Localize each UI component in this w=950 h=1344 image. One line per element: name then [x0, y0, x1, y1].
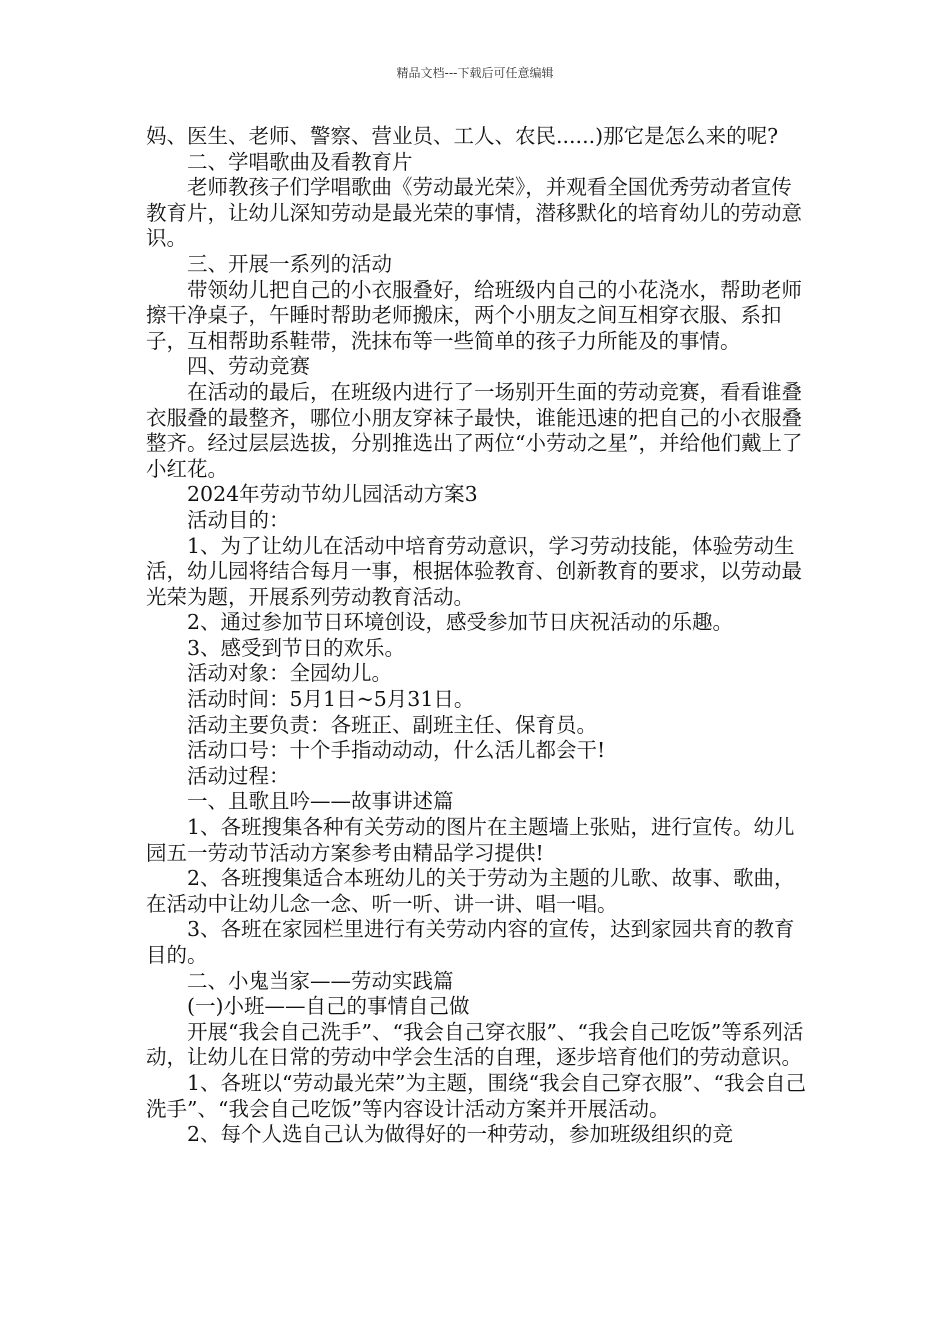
section-heading: 一、且歌且吟——故事讲述篇: [187, 789, 454, 814]
paragraph: 1、各班以“劳动最光荣”为主题，围绕“我会自己穿衣服”、“我会自己洗手”、“我会自己吃饭”等内容设计活动方案并开展活动。: [146, 1070, 806, 1121]
section-heading: 二、学唱歌曲及看教育片: [187, 149, 413, 174]
paragraph: 2、每个人选自己认为做得好的一种劳动，参加班级组织的竞: [187, 1122, 734, 1147]
section-heading: 四、劳动竞赛: [187, 354, 310, 379]
paragraph: 活动口号：十个手指动动动，什么活儿都会干!: [187, 738, 606, 763]
paragraph: 老师教孩子们学唱歌曲《劳动最光荣》，并观看全国优秀劳动者宣传教育片，让幼儿深知劳动是最光荣的事情，潜移默化的培育幼儿的劳动意识。: [146, 175, 802, 251]
section-heading: 三、开展一系列的活动: [187, 251, 392, 276]
paragraph: 在活动的最后，在班级内进行了一场别开生面的劳动竞赛，看看谁叠衣服叠的最整齐，哪位小朋友穿袜子最快，谁能迅速的把自己的小衣服叠整齐。经过层层选拔，分别推选出了两位“小劳动之星”，并给他们戴上了小红花。: [146, 379, 803, 481]
paragraph: 3、各班在家园栏里进行有关劳动内容的宣传，达到家园共育的教育目的。: [146, 917, 795, 967]
section-heading: 二、小鬼当家——劳动实践篇: [187, 968, 454, 993]
paragraph: 活动过程：: [187, 763, 290, 788]
paragraph: 开展“我会自己洗手”、“我会自己穿衣服”、“我会自己吃饭”等系列活动，让幼儿在日常的劳动中学会生活的自理，逐步培育他们的劳动意识。: [146, 1019, 804, 1070]
document-body: [146, 124, 811, 1148]
page-header: 精品文档---下载后可任意编辑: [396, 66, 554, 80]
paragraph: 活动主要负责：各班正、副班主任、保育员。: [187, 712, 597, 737]
paragraph: 活动时间：5月1日~5月31日。: [187, 687, 475, 712]
paragraph: 3、感受到节日的欢乐。: [187, 635, 406, 660]
paragraph: 2、各班搜集适合本班幼儿的关于劳动为主题的儿歌、故事、歌曲，在活动中让幼儿念一念、听一听、讲一讲、唱一唱。: [146, 866, 795, 916]
paragraph: 1、各班搜集各种有关劳动的图片在主题墙上张贴，进行宣传。幼儿园五一劳动节活动方案参考由精品学习提供!: [146, 815, 795, 865]
document-subtitle: 2024年劳动节幼儿园活动方案3: [187, 482, 478, 507]
paragraph: 活动对象：全园幼儿。: [187, 661, 392, 686]
section-heading: (一)小班——自己的事情自己做: [187, 994, 470, 1019]
paragraph: 活动目的：: [187, 507, 290, 532]
paragraph: 带领幼儿把自己的小衣服叠好，给班级内自己的小花浇水，帮助老师擦干净桌子，午睡时帮助老师搬床，两个小朋友之间互相穿衣服、系扣子，互相帮助系鞋带，洗抹布等一些简单的孩子力所能及的事情。: [146, 277, 802, 353]
paragraph: 1、为了让幼儿在活动中培育劳动意识，学习劳动技能，体验劳动生活，幼儿园将结合每月一事，根据体验教育、创新教育的要求，以劳动最光荣为题，开展系列劳动教育活动。: [146, 533, 802, 609]
paragraph: 2、通过参加节日环境创设，感受参加节日庆祝活动的乐趣。: [187, 610, 734, 635]
paragraph: 妈、医生、老师、警察、营业员、工人、农民......)那它是怎么来的呢?: [146, 124, 779, 148]
